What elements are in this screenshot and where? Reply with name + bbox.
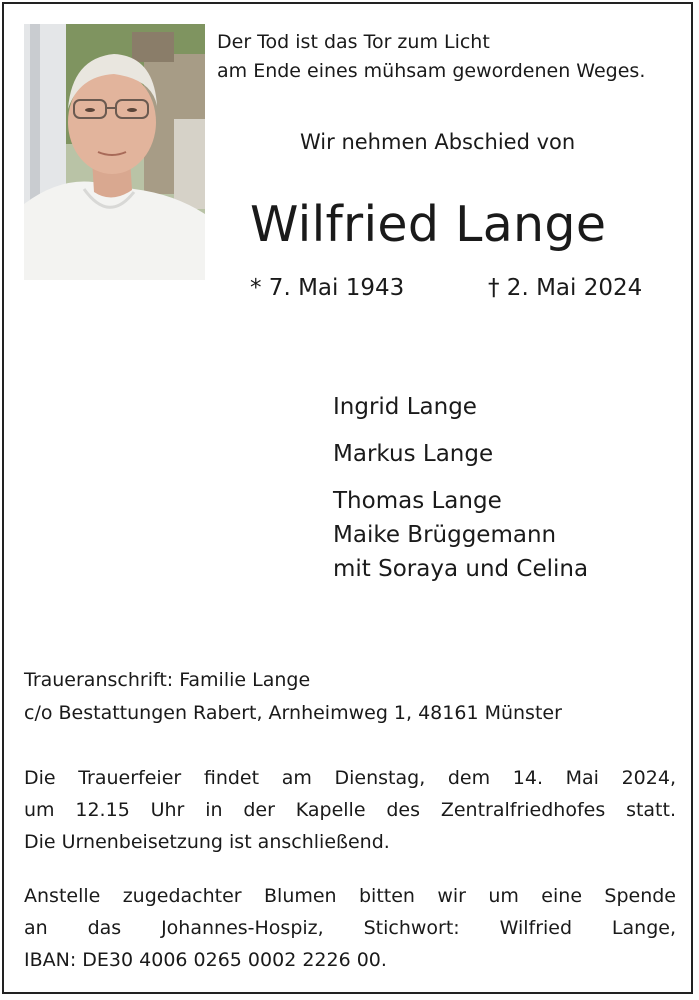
mourner-name: Maike Brüggemann <box>333 522 557 548</box>
ceremony-line: Die Urnenbeisetzung ist anschließend. <box>24 831 390 853</box>
mourner-name: Thomas Lange <box>333 488 502 514</box>
mourner-name: Markus Lange <box>333 441 494 467</box>
mourners-list <box>333 390 588 586</box>
mourner-name: mit Soraya und Celina <box>333 556 589 582</box>
portrait-photo <box>24 24 205 280</box>
address-line: c/o Bestattungen Rabert, Arnheimweg 1, 48161 Münster <box>24 702 562 724</box>
birth-date: * 7. Mai 1943 <box>250 275 405 301</box>
address-line: Traueranschrift: Familie Lange <box>24 669 311 691</box>
donation-line: IBAN: DE30 4006 0265 0002 2226 00. <box>24 949 387 971</box>
mourning-address <box>24 664 562 730</box>
donation-paragraph <box>24 880 676 976</box>
death-date: † 2. Mai 2024 <box>488 275 643 301</box>
motto-quote <box>217 28 645 86</box>
ceremony-paragraph <box>24 762 676 858</box>
intro-text: Wir nehmen Abschied von <box>300 130 576 154</box>
ceremony-line: Die Trauerfeier findet am Dienstag, dem 14. Mai 2024, <box>24 767 676 789</box>
deceased-name: Wilfried Lange <box>250 196 607 253</box>
mourner-name: Ingrid Lange <box>333 394 477 420</box>
donation-line: an das Johannes-Hospiz, Stichwort: Wilfried Lange, <box>24 917 676 939</box>
motto-line: am Ende eines mühsam gewordenen Weges. <box>217 60 646 82</box>
motto-line: Der Tod ist das Tor zum Licht <box>217 31 490 53</box>
ceremony-line: um 12.15 Uhr in der Kapelle des Zentralfriedhofes statt. <box>24 799 676 821</box>
donation-line: Anstelle zugedachter Blumen bitten wir um eine Spende <box>24 885 676 907</box>
